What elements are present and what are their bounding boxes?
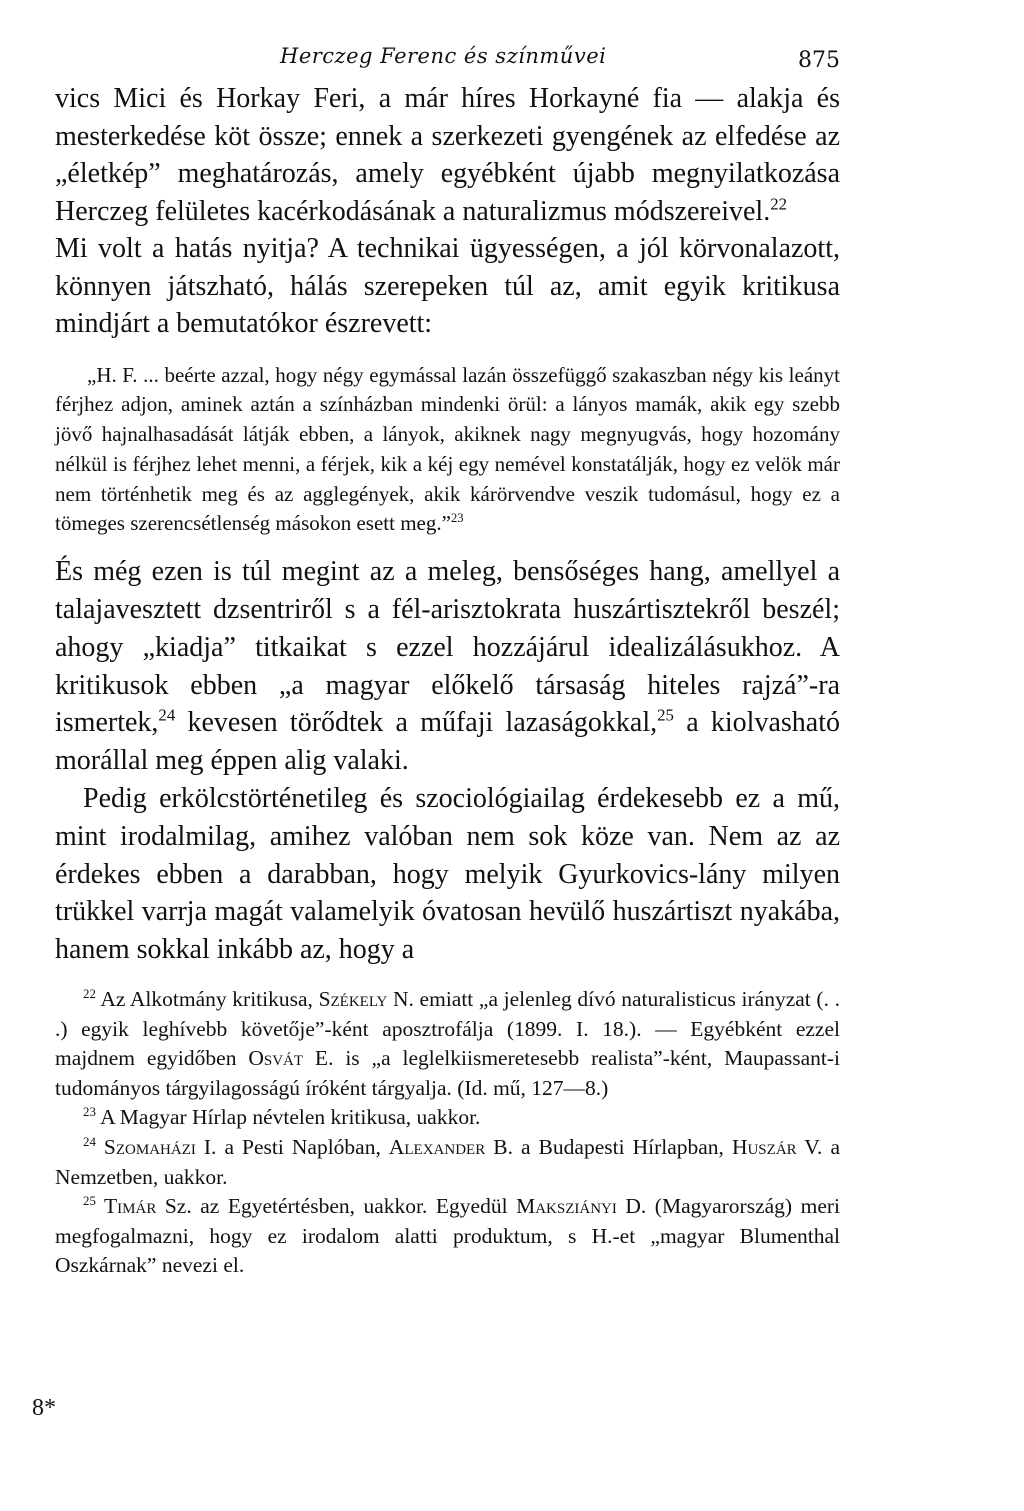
author-name: Timár <box>95 1194 157 1219</box>
footnote-22 <box>55 985 840 1103</box>
footnote-ref-25: 25 <box>657 706 674 726</box>
quote-text: „H. F. ... beérte azzal, hogy négy egymással lazán összefüggő szakaszban négy kis leányt férjhez adjon, aminek aztán a színházban mindenki örül: a lányos mamák, akik egy szebb jövő hajnalhasadását látják ebben, a lányok, akiknek nagy megnyugvás, hogy hozomány nélkül is férjhez lehet menni, a férjek, kik a kéj egy nemével konstatálják, hogy ez velök már nem történhetik meg és az agglegények, akik kárörvendve veszik tudomásul, hogy ez a tömeges szerencsétlenség másokon esett meg.” <box>55 362 840 536</box>
paragraph-2-text-b: kevesen törődtek a műfaji lazaságokkal, <box>175 707 658 739</box>
page-header <box>55 40 840 80</box>
paragraph-2 <box>55 553 840 969</box>
footnote-text: Az Alkotmány kritikusa, <box>95 987 319 1012</box>
paragraph-2-text-a: És még ezen is túl megint az a meleg, bensőséges hang, amellyel a talajavesztett dzsentriről s a fél-arisztokrata huszártisztekről beszél; ahogy „kiadja” titkaikat s ezzel hozzájárul idealizálásukhoz. A kritikusok ebben „a magyar előkelő társaság hiteles rajzá”-ra ismertek, <box>55 556 840 739</box>
paragraph-3-text: Pedig erkölcstörténetileg és szociológiailag érdekesebb ez a mű, mint irodalmilag, amihez valóban nem sok köze van. Nem az az érdekes ebben a darabban, hogy melyik Gyurkovics-lány milyen trükkel varrja magát valamelyik óvatosan hevülő huszártiszt nyakába, hanem sokkal inkább az, hogy a <box>55 783 840 966</box>
paragraph-1-part-b <box>55 230 840 343</box>
paragraph-1-text-a: vics Mici és Horkay Feri, a már híres Horkayné fia — alakja és mesterkedése köt össze; ennek a szerkezeti gyengének az elfedése az „életkép” meghatározás, amely egyébként újabb megnyilatkozása Herczeg felületes kacérkodásának a naturalizmus módszereivel. <box>55 83 840 227</box>
footnote-number: 24 <box>83 1134 96 1149</box>
footnote-text: I. a Pesti Naplóban, <box>195 1135 389 1160</box>
footnotes <box>55 985 840 1281</box>
author-name: Székely <box>318 987 388 1012</box>
footnote-text: V. a Nemzetben, uakkor. <box>55 1135 840 1189</box>
paragraph-1-text-b: Mi volt a hatás nyitja? A technikai ügyességen, a jól körvonalazott, könnyen játszható, hálás szerepeken túl az, amit egyik kritikusa mindjárt a bemutatókor észrevett: <box>55 233 840 339</box>
author-name: Alexander <box>388 1135 486 1160</box>
paragraph-3 <box>55 780 840 969</box>
footnote-ref-22: 22 <box>770 194 787 214</box>
signature-mark: 8* <box>32 1395 56 1421</box>
page-number: 875 <box>798 48 840 73</box>
author-name: Szomaházi <box>95 1135 196 1160</box>
block-quote-text <box>55 361 840 540</box>
footnote-25 <box>55 1192 840 1281</box>
footnote-ref-23: 23 <box>450 511 464 526</box>
footnote-number: 22 <box>83 986 96 1001</box>
footnote-24 <box>55 1133 840 1192</box>
footnote-text: B. a Budapesti Hírlapban, <box>485 1135 732 1160</box>
author-name: Maksziányi <box>516 1194 617 1219</box>
footnote-text: Sz. az Egyetértésben, uakkor. Egyedül <box>156 1194 517 1219</box>
footnote-number: 25 <box>83 1194 96 1209</box>
footnote-ref-24: 24 <box>158 706 176 726</box>
footnote-text: N. emiatt „a jelenleg dívó naturalisticus irányzat (. . .) egyik leghívebb követője”-ként aposztrofálja (1899. I. 18.). — Egyébként ezzel majdnem egyidőben <box>55 987 840 1071</box>
author-name: Huszár <box>731 1135 797 1160</box>
book-page <box>55 40 840 1480</box>
footnote-23 <box>55 1103 840 1133</box>
running-title: Herczeg Ferenc és színművei <box>280 44 607 68</box>
paragraph-1 <box>55 80 840 343</box>
footnote-text: A Magyar Hírlap névtelen kritikusa, uakkor. <box>95 1105 481 1130</box>
paragraph-2-text-c: a kiolvasható morállal meg éppen alig valaki. <box>55 707 840 777</box>
footnote-number: 23 <box>83 1105 96 1120</box>
footnote-text: D. (Magyarország) meri megfogalmazni, hogy ez irodalom alatti produktum, s H.-et „magyar Blumenthal Oszkárnak” nevezi el. <box>55 1194 840 1278</box>
author-name: Osvát <box>248 1046 304 1071</box>
paragraph-1-part-a <box>55 80 840 230</box>
footnote-text: E. is „a leglelkiismeretesebb realista”-ként, Maupassant-i tudományos tárgyilagosságú íróként tárgyalja. (Id. mű, 127—8.) <box>55 1046 840 1100</box>
paragraph-2-part-a <box>55 553 840 780</box>
block-quote <box>55 361 840 540</box>
